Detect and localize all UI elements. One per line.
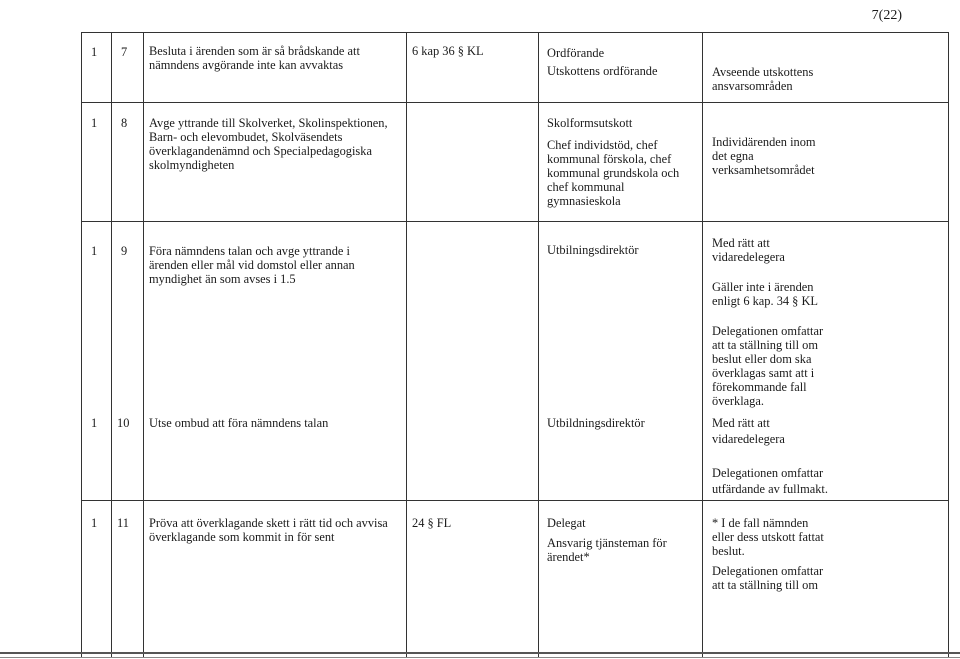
col-divider — [143, 33, 144, 657]
row-10-delegate: Utbildningsdirektör — [547, 416, 645, 430]
col-divider — [406, 33, 407, 657]
row-7-col1: 1 — [91, 45, 98, 59]
col-divider — [538, 33, 539, 657]
row-divider — [82, 500, 948, 501]
row-7-decision: Besluta i ärenden som är så brådskande att nämndens avgörande inte kan avvaktas — [149, 44, 360, 72]
col-divider — [111, 33, 112, 657]
row-divider — [82, 102, 948, 103]
row-10-note: Med rätt att vidaredelegera Delegationen omfattar utfärdande av fullmakt. — [712, 416, 828, 496]
row-divider — [82, 221, 948, 222]
row-11-col1: 1 — [91, 516, 98, 530]
row-11-law: 24 § FL — [412, 516, 452, 530]
row-7-law: 6 kap 36 § KL — [412, 44, 484, 58]
row-11-decision: Pröva att överklagande skett i rätt tid och avvisa överklagande som kommit in för sent — [149, 516, 388, 544]
row-9-col2: 9 — [121, 244, 128, 258]
bottom-border — [0, 652, 960, 654]
row-10-decision: Utse ombud att föra nämndens talan — [149, 416, 329, 430]
row-8-col1: 1 — [91, 116, 98, 130]
row-11-delegate: Delegat Ansvarig tjänsteman för ärendet* — [547, 516, 667, 564]
row-9-delegate: Utbilningsdirektör — [547, 243, 639, 257]
delegation-table — [81, 32, 949, 658]
row-9-note: Med rätt att vidaredelegera Gäller inte i ärenden enligt 6 kap. 34 § KL Delegationen omfattar att ta ställning till om beslut eller dom ska överklagas samt att i förekommande fall överklaga. — [712, 236, 824, 408]
page-number: 7(22) — [871, 8, 902, 23]
row-7-col2: 7 — [121, 45, 128, 59]
row-8-col2: 8 — [121, 116, 128, 130]
row-8-decision: Avge yttrande till Skolverket, Skolinspektionen, Barn- och elevombudet, Skolväsendets överklagandenämnd och Specialpedagogiska skolmyndigheten — [149, 116, 388, 172]
row-9-col1: 1 — [91, 244, 98, 258]
row-10-col2: 10 — [117, 416, 130, 430]
row-7-note: Avseende utskottens ansvarsområden — [712, 65, 814, 93]
bottom-border — [0, 657, 960, 658]
row-7-delegate: Ordförande Utskottens ordförande — [547, 46, 658, 78]
col-divider — [702, 33, 703, 657]
row-11-col2: 11 — [117, 516, 129, 530]
row-8-delegate: Skolformsutskott Chef individstöd, chef kommunal förskola, chef kommunal grundskola och chef kommunal gymnasieskola — [547, 116, 680, 208]
row-10-col1: 1 — [91, 416, 98, 430]
row-11-note: * I de fall nämnden eller dess utskott fattat beslut. Delegationen omfattar att ta ställning till om — [712, 516, 824, 592]
row-8-note: Individärenden inom det egna verksamhetsområdet — [712, 135, 816, 177]
row-9-decision: Föra nämndens talan och avge yttrande i ärenden eller mål vid domstol eller annan myndighet än som avses i 1.5 — [149, 244, 355, 286]
